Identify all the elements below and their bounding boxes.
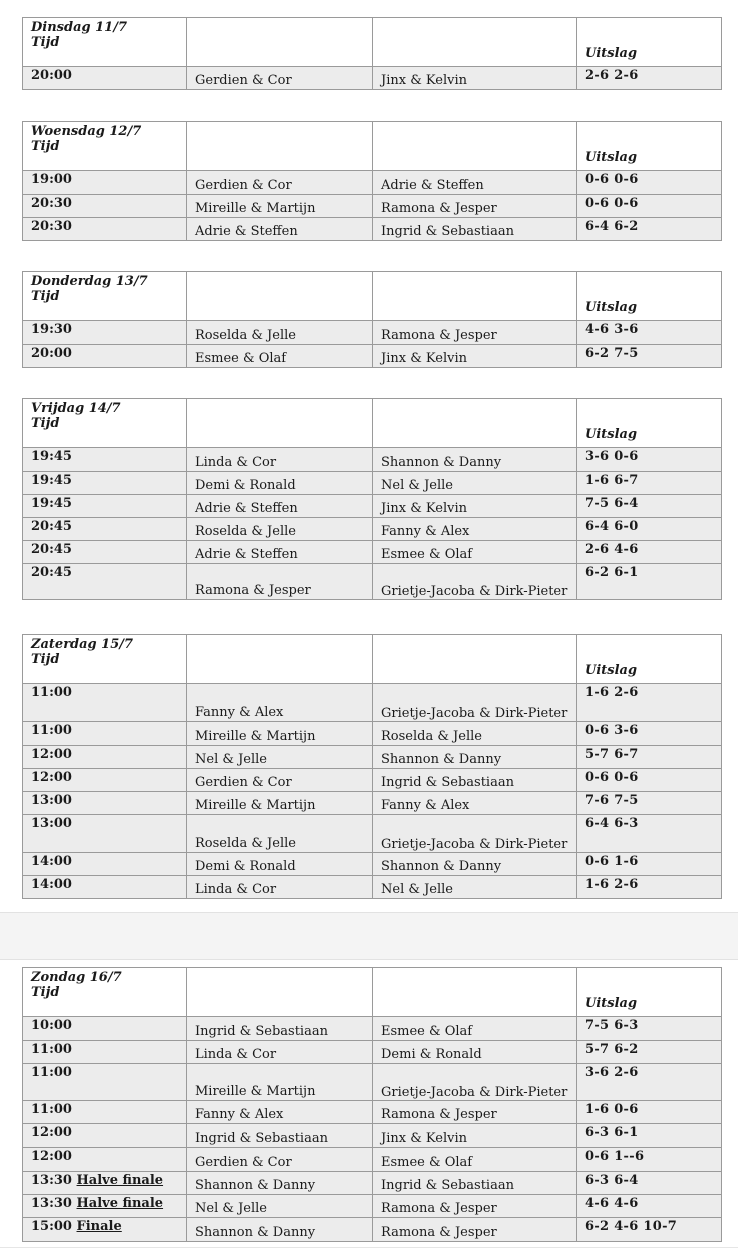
match-team2: Nel & Jelle xyxy=(373,876,577,899)
empty-header-cell xyxy=(373,272,577,321)
empty-header-cell xyxy=(373,122,577,171)
time-header: Tijd xyxy=(31,652,60,667)
match-team2: Grietje-Jacoba & Dirk-Pieter xyxy=(373,1064,577,1101)
match-result: 2-6 2-6 xyxy=(577,67,722,90)
table-header-row xyxy=(23,399,722,448)
time-header: Tijd xyxy=(31,139,60,154)
match-team1: Mireille & Martijn xyxy=(187,722,373,746)
match-team1: Nel & Jelle xyxy=(187,1195,373,1218)
match-result: 4-6 4-6 xyxy=(577,1195,722,1218)
time-header: Tijd xyxy=(31,289,60,304)
match-team2: Jinx & Kelvin xyxy=(373,67,577,90)
match-team1: Fanny & Alex xyxy=(187,1101,373,1124)
page-bottom-edge xyxy=(0,1247,738,1248)
match-time: 19:30 xyxy=(23,321,187,345)
schedule-table-day-6 xyxy=(22,967,722,1242)
match-team2: Jinx & Kelvin xyxy=(373,495,577,518)
match-result: 0-6 0-6 xyxy=(577,195,722,218)
match-team1: Mireille & Martijn xyxy=(187,792,373,815)
day-title: Vrijdag 14/7 xyxy=(31,401,121,416)
match-time: 14:00 xyxy=(23,876,187,899)
match-row xyxy=(23,518,722,541)
page-edge-top xyxy=(0,912,738,913)
result-header: Uitslag xyxy=(577,18,722,67)
match-time: 13:00 xyxy=(23,792,187,815)
match-row xyxy=(23,853,722,876)
schedule-table-day-5 xyxy=(22,634,722,899)
match-team2: Esmee & Olaf xyxy=(373,1148,577,1172)
match-result: 2-6 4-6 xyxy=(577,541,722,564)
empty-header-cell xyxy=(187,399,373,448)
match-result: 0-6 0-6 xyxy=(577,171,722,195)
match-result: 6-3 6-4 xyxy=(577,1172,722,1195)
day-title-cell xyxy=(23,18,187,67)
match-time-cell xyxy=(23,1218,187,1242)
match-team1: Gerdien & Cor xyxy=(187,67,373,90)
match-time: 20:30 xyxy=(23,218,187,241)
match-team1: Roselda & Jelle xyxy=(187,518,373,541)
match-result: 7-5 6-3 xyxy=(577,1017,722,1041)
match-result: 0-6 1--6 xyxy=(577,1148,722,1172)
match-stage-label: Halve finale xyxy=(76,1196,164,1211)
match-row xyxy=(23,1124,722,1148)
match-team2: Fanny & Alex xyxy=(373,792,577,815)
match-row xyxy=(23,1041,722,1064)
match-row xyxy=(23,792,722,815)
match-team2: Ramona & Jesper xyxy=(373,1218,577,1242)
match-team1: Linda & Cor xyxy=(187,876,373,899)
page-break-separator xyxy=(0,912,738,960)
match-team1: Linda & Cor xyxy=(187,448,373,472)
match-row xyxy=(23,495,722,518)
table-header-row xyxy=(23,635,722,684)
day-title: Donderdag 13/7 xyxy=(31,274,148,289)
match-team1: Roselda & Jelle xyxy=(187,321,373,345)
match-team2: Jinx & Kelvin xyxy=(373,345,577,368)
match-result: 4-6 3-6 xyxy=(577,321,722,345)
day-title: Woensdag 12/7 xyxy=(31,124,142,139)
empty-header-cell xyxy=(373,968,577,1017)
day-title-cell xyxy=(23,968,187,1017)
match-result: 3-6 2-6 xyxy=(577,1064,722,1101)
match-team1: Gerdien & Cor xyxy=(187,171,373,195)
time-header: Tijd xyxy=(31,416,60,431)
match-time: 13:00 xyxy=(23,815,187,853)
match-time: 19:45 xyxy=(23,472,187,495)
day-title-cell xyxy=(23,272,187,321)
match-team1: Adrie & Steffen xyxy=(187,495,373,518)
table-header-row xyxy=(23,122,722,171)
match-team2: Demi & Ronald xyxy=(373,1041,577,1064)
empty-header-cell xyxy=(187,272,373,321)
match-row xyxy=(23,448,722,472)
time-header: Tijd xyxy=(31,35,60,50)
match-time: 12:00 xyxy=(23,769,187,792)
match-team1: Esmee & Olaf xyxy=(187,345,373,368)
match-team2: Adrie & Steffen xyxy=(373,171,577,195)
match-time: 11:00 xyxy=(23,684,187,722)
match-result: 6-2 6-1 xyxy=(577,564,722,600)
match-team2: Grietje-Jacoba & Dirk-Pieter xyxy=(373,564,577,600)
match-team2: Shannon & Danny xyxy=(373,746,577,769)
match-row xyxy=(23,1172,722,1195)
match-row xyxy=(23,321,722,345)
day-title: Zondag 16/7 xyxy=(31,970,122,985)
match-time: 10:00 xyxy=(23,1017,187,1041)
match-time: 20:45 xyxy=(23,518,187,541)
match-row xyxy=(23,1195,722,1218)
match-time: 15:00 xyxy=(31,1219,72,1234)
match-team1: Fanny & Alex xyxy=(187,684,373,722)
match-time: 11:00 xyxy=(23,1101,187,1124)
match-team2: Ramona & Jesper xyxy=(373,321,577,345)
match-team1: Linda & Cor xyxy=(187,1041,373,1064)
match-time-cell xyxy=(23,1172,187,1195)
match-team2: Ingrid & Sebastiaan xyxy=(373,218,577,241)
match-time: 13:30 xyxy=(31,1196,72,1211)
match-result: 6-3 6-1 xyxy=(577,1124,722,1148)
day-title-cell xyxy=(23,399,187,448)
match-result: 5-7 6-2 xyxy=(577,1041,722,1064)
table-header-row xyxy=(23,968,722,1017)
match-team2: Jinx & Kelvin xyxy=(373,1124,577,1148)
time-header: Tijd xyxy=(31,985,60,1000)
schedule-table-day-1 xyxy=(22,17,722,90)
match-row xyxy=(23,746,722,769)
match-row xyxy=(23,684,722,722)
match-team1: Adrie & Steffen xyxy=(187,541,373,564)
empty-header-cell xyxy=(187,968,373,1017)
schedule-table-day-2 xyxy=(22,121,722,241)
match-row xyxy=(23,218,722,241)
match-row xyxy=(23,1064,722,1101)
match-time: 20:30 xyxy=(23,195,187,218)
match-time: 14:00 xyxy=(23,853,187,876)
match-result: 0-6 0-6 xyxy=(577,769,722,792)
match-row xyxy=(23,345,722,368)
match-time: 12:00 xyxy=(23,1148,187,1172)
result-header: Uitslag xyxy=(577,635,722,684)
day-title-cell xyxy=(23,635,187,684)
match-team2: Nel & Jelle xyxy=(373,472,577,495)
match-row xyxy=(23,769,722,792)
match-result: 1-6 0-6 xyxy=(577,1101,722,1124)
match-result: 1-6 2-6 xyxy=(577,684,722,722)
match-team1: Mireille & Martijn xyxy=(187,195,373,218)
match-row xyxy=(23,472,722,495)
empty-header-cell xyxy=(373,18,577,67)
match-row xyxy=(23,171,722,195)
match-row xyxy=(23,815,722,853)
empty-header-cell xyxy=(187,635,373,684)
day-title: Dinsdag 11/7 xyxy=(31,20,127,35)
day-title: Zaterdag 15/7 xyxy=(31,637,134,652)
page-edge-bottom xyxy=(0,959,738,960)
match-team2: Shannon & Danny xyxy=(373,853,577,876)
table-header-row xyxy=(23,18,722,67)
empty-header-cell xyxy=(187,122,373,171)
match-result: 7-5 6-4 xyxy=(577,495,722,518)
match-result: 3-6 0-6 xyxy=(577,448,722,472)
match-result: 7-6 7-5 xyxy=(577,792,722,815)
match-time: 13:30 xyxy=(31,1173,72,1188)
match-result: 0-6 1-6 xyxy=(577,853,722,876)
match-time: 19:45 xyxy=(23,448,187,472)
match-team2: Ramona & Jesper xyxy=(373,1195,577,1218)
result-header: Uitslag xyxy=(577,122,722,171)
match-team2: Ramona & Jesper xyxy=(373,1101,577,1124)
result-header: Uitslag xyxy=(577,968,722,1017)
match-team2: Esmee & Olaf xyxy=(373,1017,577,1041)
match-row xyxy=(23,1101,722,1124)
match-row xyxy=(23,1017,722,1041)
match-result: 6-4 6-3 xyxy=(577,815,722,853)
match-result: 6-4 6-0 xyxy=(577,518,722,541)
match-time: 11:00 xyxy=(23,1041,187,1064)
empty-header-cell xyxy=(373,399,577,448)
match-result: 5-7 6-7 xyxy=(577,746,722,769)
match-team1: Adrie & Steffen xyxy=(187,218,373,241)
match-team1: Ramona & Jesper xyxy=(187,564,373,600)
match-time: 20:00 xyxy=(23,67,187,90)
match-team1: Mireille & Martijn xyxy=(187,1064,373,1101)
match-row xyxy=(23,876,722,899)
match-result: 6-4 6-2 xyxy=(577,218,722,241)
match-team1: Ingrid & Sebastiaan xyxy=(187,1017,373,1041)
match-team2: Ramona & Jesper xyxy=(373,195,577,218)
result-header: Uitslag xyxy=(577,399,722,448)
table-header-row xyxy=(23,272,722,321)
match-result: 1-6 2-6 xyxy=(577,876,722,899)
match-team1: Gerdien & Cor xyxy=(187,1148,373,1172)
match-result: 1-6 6-7 xyxy=(577,472,722,495)
match-row xyxy=(23,564,722,600)
match-result: 0-6 3-6 xyxy=(577,722,722,746)
match-row xyxy=(23,1148,722,1172)
match-time-cell xyxy=(23,1195,187,1218)
match-result: 6-2 7-5 xyxy=(577,345,722,368)
match-time: 12:00 xyxy=(23,746,187,769)
match-team1: Gerdien & Cor xyxy=(187,769,373,792)
match-time: 11:00 xyxy=(23,1064,187,1101)
match-row xyxy=(23,541,722,564)
match-time: 19:45 xyxy=(23,495,187,518)
match-time: 20:45 xyxy=(23,564,187,600)
match-stage-label: Halve finale xyxy=(76,1173,164,1188)
match-team1: Nel & Jelle xyxy=(187,746,373,769)
match-team2: Ingrid & Sebastiaan xyxy=(373,769,577,792)
match-time: 20:00 xyxy=(23,345,187,368)
match-team2: Fanny & Alex xyxy=(373,518,577,541)
match-row xyxy=(23,195,722,218)
empty-header-cell xyxy=(373,635,577,684)
match-time: 20:45 xyxy=(23,541,187,564)
match-row xyxy=(23,722,722,746)
match-stage-label: Finale xyxy=(76,1219,122,1234)
match-team2: Esmee & Olaf xyxy=(373,541,577,564)
schedule-table-day-4 xyxy=(22,398,722,600)
match-team1: Shannon & Danny xyxy=(187,1172,373,1195)
match-team2: Grietje-Jacoba & Dirk-Pieter xyxy=(373,815,577,853)
match-team1: Demi & Ronald xyxy=(187,472,373,495)
match-time: 19:00 xyxy=(23,171,187,195)
schedule-table-day-3 xyxy=(22,271,722,368)
match-team2: Roselda & Jelle xyxy=(373,722,577,746)
match-team1: Demi & Ronald xyxy=(187,853,373,876)
match-row xyxy=(23,67,722,90)
match-team2: Ingrid & Sebastiaan xyxy=(373,1172,577,1195)
result-header: Uitslag xyxy=(577,272,722,321)
match-team1: Roselda & Jelle xyxy=(187,815,373,853)
empty-header-cell xyxy=(187,18,373,67)
match-team2: Shannon & Danny xyxy=(373,448,577,472)
match-team2: Grietje-Jacoba & Dirk-Pieter xyxy=(373,684,577,722)
match-team1: Ingrid & Sebastiaan xyxy=(187,1124,373,1148)
match-row xyxy=(23,1218,722,1242)
match-result: 6-2 4-6 10-7 xyxy=(577,1218,722,1242)
match-team1: Shannon & Danny xyxy=(187,1218,373,1242)
day-title-cell xyxy=(23,122,187,171)
match-time: 12:00 xyxy=(23,1124,187,1148)
match-time: 11:00 xyxy=(23,722,187,746)
